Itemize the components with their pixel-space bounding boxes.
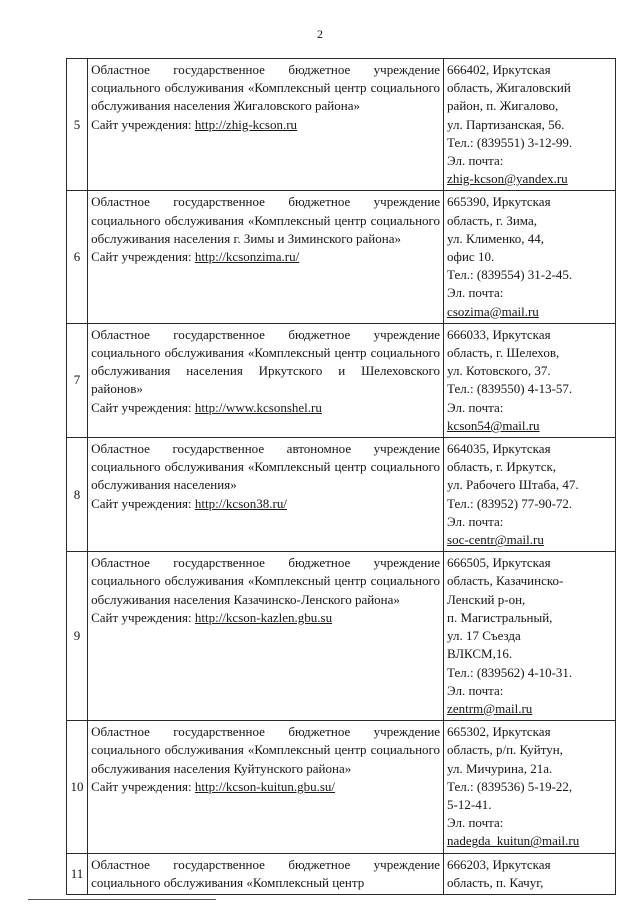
website-line xyxy=(91,495,440,513)
address-line: Тел.: (839550) 4-13-57. xyxy=(447,381,573,397)
row-number: 11 xyxy=(67,853,88,894)
address-line: ул. Котовского, 37. xyxy=(447,363,551,379)
contacts-cell xyxy=(444,721,616,853)
website-link[interactable]: http://kcson38.ru/ xyxy=(194,495,287,511)
contacts-cell xyxy=(444,853,616,894)
address-line: 666203, Иркутская xyxy=(447,856,551,872)
contacts-cell xyxy=(444,552,616,721)
website-link[interactable]: http://kcson-kazlen.gbu.su xyxy=(194,609,333,625)
website-label: Сайт учреждения: xyxy=(91,116,192,132)
email-address xyxy=(447,700,612,718)
email-link[interactable]: kcson54@mail.ru xyxy=(447,417,540,433)
table-row xyxy=(67,323,616,437)
institutions-table-body xyxy=(67,59,616,895)
table-row xyxy=(67,191,616,323)
address-line: ВЛКСМ,16. xyxy=(447,646,513,662)
website-link[interactable]: http://kcsonzima.ru/ xyxy=(194,249,300,265)
institution-name: Областное государственное бюджетное учреждение социального обслуживания «Комплексный центр социального обслуживания населения Иркутского и Шелеховского районов» xyxy=(91,326,441,397)
institution-cell xyxy=(88,59,444,191)
page-number: 2 xyxy=(317,27,323,41)
institution-name: Областное государственное автономное учреждение социального обслуживания «Комплексный центр социального обслуживания населения» xyxy=(91,441,441,493)
footnote-divider xyxy=(28,899,216,900)
email-label: Эл. почта: xyxy=(447,153,504,169)
institutions-table xyxy=(66,58,616,895)
address-line: область, г. Иркутск, xyxy=(447,459,557,475)
row-number: 9 xyxy=(67,552,88,721)
email-address xyxy=(447,170,612,188)
address-line: ул. Мичурина, 21а. xyxy=(447,760,553,776)
table-row xyxy=(67,721,616,853)
contacts-cell xyxy=(444,191,616,323)
address-line: Тел.: (839551) 3-12-99. xyxy=(447,134,573,150)
website-label: Сайт учреждения: xyxy=(91,495,192,511)
website-line xyxy=(91,399,440,417)
address-line: область, р/п. Куйтун, xyxy=(447,742,563,758)
email-label: Эл. почта: xyxy=(447,513,504,529)
website-label: Сайт учреждения: xyxy=(91,399,192,415)
address-line: ул. Рабочего Штаба, 47. xyxy=(447,477,579,493)
address-line: область, г. Зима, xyxy=(447,212,537,228)
website-line xyxy=(91,609,440,627)
table-row xyxy=(67,59,616,191)
email-label: Эл. почта: xyxy=(447,815,504,831)
address-line: ул. 17 Съезда xyxy=(447,628,521,644)
website-label: Сайт учреждения: xyxy=(91,609,192,625)
address-line: Ленский р-он, xyxy=(447,591,526,607)
contacts-cell xyxy=(444,438,616,552)
email-address xyxy=(447,832,612,850)
email-link[interactable]: nadegda_kuitun@mail.ru xyxy=(447,833,580,849)
table-row xyxy=(67,552,616,721)
address-line: Тел.: (839536) 5-19-22, xyxy=(447,778,573,794)
address-line: ул. Клименко, 44, xyxy=(447,230,544,246)
institution-name: Областное государственное бюджетное учреждение социального обслуживания «Комплексный центр социального обслуживания населения Казачинско-Ленского района» xyxy=(91,555,441,607)
address-line: область, Жигаловский xyxy=(447,80,571,96)
website-link[interactable]: http://kcson-kuitun.gbu.su/ xyxy=(194,778,335,794)
row-number: 6 xyxy=(67,191,88,323)
institution-cell xyxy=(88,191,444,323)
institution-name: Областное государственное бюджетное учреждение социального обслуживания «Комплексный центр социального обслуживания населения Куйтунского района» xyxy=(91,724,441,776)
email-link[interactable]: zhig-kcson@yandex.ru xyxy=(447,171,568,187)
address-line: 665302, Иркутская xyxy=(447,724,551,740)
institution-cell xyxy=(88,438,444,552)
email-label: Эл. почта: xyxy=(447,285,504,301)
address-line: ул. Партизанская, 56. xyxy=(447,116,565,132)
address-line: 5-12-41. xyxy=(447,796,492,812)
email-link[interactable]: soc-centr@mail.ru xyxy=(447,532,544,548)
row-number: 5 xyxy=(67,59,88,191)
email-address xyxy=(447,303,612,321)
address-line: 666505, Иркутская xyxy=(447,555,551,571)
email-address xyxy=(447,531,612,549)
row-number: 7 xyxy=(67,323,88,437)
row-number: 8 xyxy=(67,438,88,552)
address-line: область, п. Качуг, xyxy=(447,874,544,890)
table-row xyxy=(67,853,616,894)
email-link[interactable]: zentrm@mail.ru xyxy=(447,700,533,716)
website-line xyxy=(91,116,440,134)
email-link[interactable]: csozima@mail.ru xyxy=(447,303,539,319)
website-link[interactable]: http://zhig-kcson.ru xyxy=(194,116,298,132)
address-line: 666033, Иркутская xyxy=(447,326,551,342)
website-link[interactable]: http://www.kcsonshel.ru xyxy=(194,399,322,415)
institution-cell xyxy=(88,552,444,721)
table-row xyxy=(67,438,616,552)
institution-cell xyxy=(88,721,444,853)
email-address xyxy=(447,417,612,435)
institution-cell xyxy=(88,853,444,894)
institution-name: Областное государственное бюджетное учреждение социального обслуживания «Комплексный центр социального обслуживания населения Жигаловского района» xyxy=(91,62,441,114)
institution-cell xyxy=(88,323,444,437)
row-number: 10 xyxy=(67,721,88,853)
address-line: 666402, Иркутская xyxy=(447,62,551,77)
institution-name: Областное государственное бюджетное учреждение социального обслуживания «Комплексный центр социального обслуживания населения г. Зимы и Зиминского района» xyxy=(91,194,441,246)
address-line: район, п. Жигалово, xyxy=(447,98,559,114)
address-line: Тел.: (83952) 77-90-72. xyxy=(447,495,573,511)
website-line xyxy=(91,778,440,796)
address-line: Тел.: (839562) 4-10-31. xyxy=(447,664,573,680)
address-line: область, Казачинско- xyxy=(447,573,564,589)
address-line: офис 10. xyxy=(447,249,495,265)
institution-name: Областное государственное бюджетное учреждение социального обслуживания «Комплексный центр xyxy=(91,856,441,890)
address-line: Тел.: (839554) 31-2-45. xyxy=(447,267,573,283)
email-label: Эл. почта: xyxy=(447,682,504,698)
website-label: Сайт учреждения: xyxy=(91,778,192,794)
address-line: 664035, Иркутская xyxy=(447,441,551,457)
website-label: Сайт учреждения: xyxy=(91,249,192,265)
email-label: Эл. почта: xyxy=(447,399,504,415)
website-line xyxy=(91,248,440,266)
contacts-cell xyxy=(444,59,616,191)
contacts-cell xyxy=(444,323,616,437)
address-line: 665390, Иркутская xyxy=(447,194,551,210)
address-line: п. Магистральный, xyxy=(447,609,553,625)
address-line: область, г. Шелехов, xyxy=(447,345,560,361)
